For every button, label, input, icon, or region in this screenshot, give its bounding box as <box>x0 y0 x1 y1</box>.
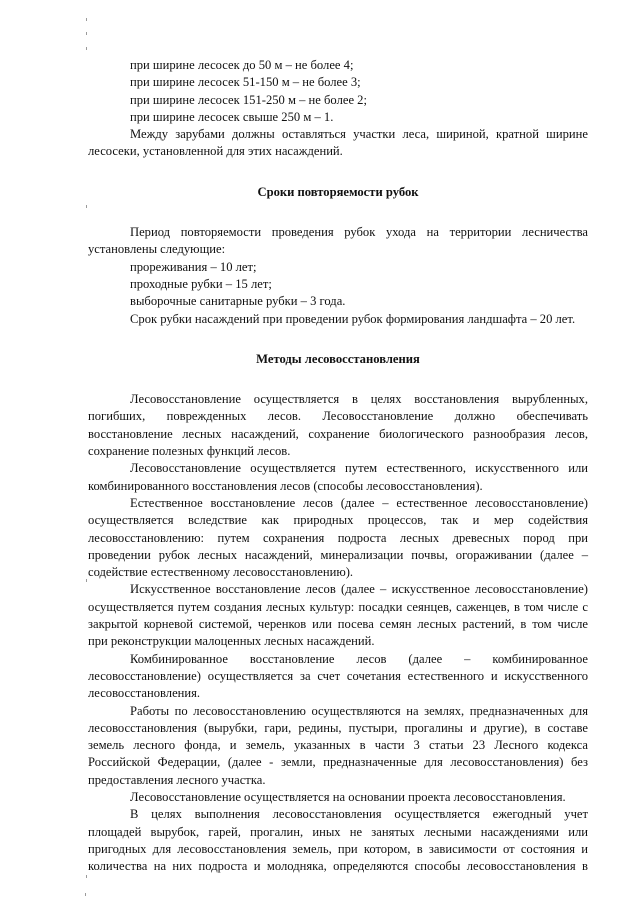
list-item: прореживания – 10 лет; <box>130 259 257 274</box>
paragraph-line: комбинированного восстановления лесов (способы лесовосстановления). <box>88 478 483 493</box>
document-body <box>88 57 588 875</box>
paragraph-line: Лесовосстановление осуществляется на основании проекта лесовосстановления. <box>130 789 566 804</box>
paragraph-line: В целях выполнения лесовосстановления осуществляется ежегодный учет <box>130 807 588 822</box>
margin-mark <box>85 893 86 896</box>
list-item: при ширине лесосек свыше 250 м – 1. <box>130 109 334 124</box>
paragraph-line: лесовосстановления. <box>88 686 201 701</box>
list-item: при ширине лесосек 151-250 м – не более 2; <box>130 92 367 107</box>
paragraph-line: количества на них подроста и молодняка, определяются способы лесовосстановления в <box>88 859 588 874</box>
paragraph-line: лесовосстановлению: путем сохранения подроста лесных древесных пород при <box>88 530 588 545</box>
paragraph-line: Искусственное восстановление лесов (далее – искусственное лесовосстановление) <box>130 582 588 597</box>
paragraph-line: сохранение полезных функций лесов. <box>88 444 291 459</box>
paragraph-line: закрытой корневой системой, черенков или посева семян лесных растений, в том числе <box>88 617 588 632</box>
section-heading: Сроки повторяемости рубок <box>257 184 419 199</box>
paragraph-line: осуществляется вследствие как природных процессов, так и мер содействия <box>88 513 588 528</box>
paragraph-line: предоставления лесного участка. <box>88 772 266 787</box>
paragraph-line: Лесовосстановление осуществляется в целях восстановления вырубленных, <box>130 392 588 407</box>
paragraph-line: лесовосстановления (вырубки, гари, редины, пустыри, прогалины и другие), в составе <box>88 720 588 735</box>
paragraph-line: осуществляется путем создания лесных культур: посадки сеянцев, саженцев, в том числе с <box>88 599 588 614</box>
paragraph-line: установлены следующие: <box>88 242 226 257</box>
paragraph-line: Работы по лесовосстановлению осуществляются на землях, предназначенных для <box>130 703 588 718</box>
margin-mark <box>86 18 87 21</box>
paragraph-line: при реконструкции малоценных лесных насаждений. <box>88 634 375 649</box>
margin-mark <box>86 205 87 208</box>
paragraph-line: Между зарубами должны оставляться участки леса, шириной, кратной ширине <box>130 127 588 142</box>
list-item: выборочные санитарные рубки – 3 года. <box>130 294 346 309</box>
paragraph-line: площадей вырубок, гарей, прогалин, иных не занятых лесными насаждениями или <box>88 824 588 839</box>
paragraph-line: Естественное восстановление лесов (далее – естественное лесовосстановление) <box>130 495 588 510</box>
paragraph-line: восстановление лесных насаждений, сохранение биологического разнообразия лесов, <box>88 426 588 441</box>
paragraph-line: содействие естественному лесовосстановлению). <box>88 565 354 580</box>
paragraph-line: погибших, поврежденных лесов. Лесовосстановление должно обеспечивать <box>88 409 588 424</box>
list-item: при ширине лесосек до 50 м – не более 4; <box>130 58 354 72</box>
list-item: проходные рубки – 15 лет; <box>130 276 272 291</box>
margin-mark <box>86 579 87 582</box>
paragraph-line: Российской Федерации, (далее - земли, предназначенные для лесовосстановления) без <box>88 755 588 770</box>
paragraph-line: проведении рубок лесных насаждений, минерализации почвы, огораживании (далее – <box>88 547 588 562</box>
paragraph-line: земель лесного фонда, и земель, указанных в части 3 статьи 23 Лесного кодекса <box>88 738 588 753</box>
margin-mark <box>86 47 87 50</box>
paragraph-line: Лесовосстановление осуществляется путем естественного, искусственного или <box>130 461 588 476</box>
paragraph-line: лесовосстановление) осуществляется за счет сочетания естественного и искусственного <box>88 668 588 683</box>
paragraph-line: лесосеки, установленной для этих насаждений. <box>88 144 343 159</box>
paragraph-line: Срок рубки насаждений при проведении рубок формирования ландшафта – 20 лет. <box>130 311 576 326</box>
margin-mark <box>86 875 87 878</box>
paragraph-line: Период повторяемости проведения рубок ухода на территории лесничества <box>130 225 588 240</box>
margin-mark <box>86 32 87 35</box>
list-item: при ширине лесосек 51-150 м – не более 3; <box>130 75 361 90</box>
paragraph-line: Комбинированное восстановление лесов (далее – комбинированное <box>130 651 588 666</box>
paragraph-line: пригодных для лесовосстановления земель, при котором, в зависимости от состояния и <box>88 841 588 856</box>
section-heading: Методы лесовосстановления <box>256 351 420 366</box>
